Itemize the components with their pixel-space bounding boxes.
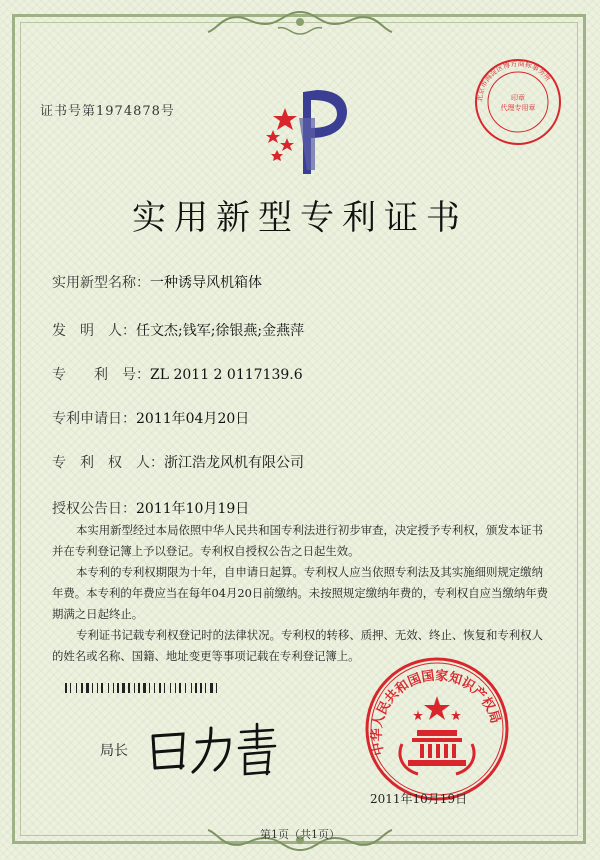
barcode-bar <box>90 683 91 693</box>
svg-text:印章: 印章 <box>511 94 525 102</box>
field-label: 发 明 人： <box>52 323 136 339</box>
barcode-bar <box>78 683 80 693</box>
field-value: 一种诱导风机箱体 <box>150 275 262 291</box>
barcode-bar <box>94 683 96 693</box>
certificate-body <box>52 520 552 667</box>
agency-stamp <box>472 56 564 148</box>
field-label: 授权公告日： <box>52 501 136 517</box>
barcode-bar <box>172 683 174 693</box>
barcode-bar <box>113 683 114 693</box>
field-label: 实用新型名称： <box>52 275 150 291</box>
barcode-bar <box>122 683 125 693</box>
field-label: 专 利 号： <box>52 367 150 383</box>
body-paragraph: 本实用新型经过本局依照中华人民共和国专利法进行初步审查，决定授予专利权，颁发本证书并在专利登记簿上予以登记。专利权自授权公告之日起生效。 <box>52 523 543 558</box>
barcode-bar <box>101 683 103 693</box>
barcode-bar <box>68 683 69 693</box>
barcode-bar <box>187 683 190 693</box>
field-grant-date <box>52 498 249 518</box>
barcode-bar <box>65 683 67 693</box>
barcode-bar <box>72 683 75 693</box>
barcode-bar <box>179 683 181 693</box>
barcode-bar <box>162 683 163 693</box>
barcode-bar <box>115 683 116 693</box>
barcode-bar <box>141 683 142 693</box>
barcode <box>65 683 270 693</box>
body-paragraph: 专利证书记载专利权登记时的法律状况。专利权的转移、质押、无效、终止、恢复和专利权人的姓名或名称、国籍、地址变更等事项记载在专利登记簿上。 <box>52 628 543 663</box>
barcode-bar <box>108 683 109 693</box>
barcode-bar <box>147 683 148 693</box>
field-value: ZL 2011 2 0117139.6 <box>150 367 303 383</box>
director-label: 局长 <box>100 743 128 759</box>
barcode-bar <box>203 683 204 693</box>
certificate-number: 证书号第1974878号 <box>40 104 175 119</box>
barcode-bar <box>149 683 150 693</box>
barcode-bar <box>70 683 71 693</box>
barcode-bar <box>205 683 206 693</box>
barcode-bar <box>117 683 119 693</box>
barcode-bar <box>104 683 107 693</box>
barcode-bar <box>136 683 137 693</box>
barcode-bar <box>134 683 135 693</box>
barcode-bar <box>128 683 130 693</box>
seal-text: 中华人民共和国国家知识产权局 <box>369 668 503 757</box>
official-seal <box>362 654 512 804</box>
barcode-bar <box>195 683 197 693</box>
issue-date: 2011年10月19日 <box>370 792 468 806</box>
svg-text:北京市海淀区博方商标事务所: 北京市海淀区博方商标事务所 <box>475 59 553 103</box>
certificate-title: 实用新型专利证书 <box>132 198 468 238</box>
barcode-bar <box>86 683 89 693</box>
field-utility-name <box>52 272 262 292</box>
barcode-bar <box>207 683 209 693</box>
barcode-bar <box>110 683 112 693</box>
svg-text:代理专用章: 代理专用章 <box>500 104 536 112</box>
barcode-bar <box>210 683 213 693</box>
barcode-bar <box>76 683 77 693</box>
field-inventors <box>52 320 304 340</box>
barcode-bar <box>84 683 85 693</box>
barcode-bar <box>92 683 93 693</box>
barcode-bar <box>185 683 186 693</box>
field-filing-date <box>52 408 249 428</box>
barcode-bar <box>191 683 192 693</box>
barcode-bar <box>175 683 176 693</box>
field-value: 2011年04月20日 <box>136 411 250 427</box>
barcode-bar <box>151 683 153 693</box>
barcode-bar <box>182 683 184 693</box>
barcode-bar <box>138 683 140 693</box>
barcode-bar <box>97 683 98 693</box>
barcode-bar <box>154 683 155 693</box>
barcode-bar <box>216 683 217 693</box>
barcode-bar <box>99 683 100 693</box>
barcode-bar <box>159 683 161 693</box>
field-value: 任文杰;钱军;徐银燕;金燕萍 <box>136 323 305 339</box>
barcode-bar <box>214 683 215 693</box>
field-label: 专利申请日： <box>52 411 136 427</box>
barcode-bar <box>120 683 121 693</box>
barcode-bar <box>156 683 158 693</box>
field-value: 2011年10月19日 <box>136 501 250 517</box>
page-footer: 第1页（共1页） <box>260 828 340 841</box>
barcode-bar <box>193 683 194 693</box>
director-signature <box>145 718 280 778</box>
barcode-bar <box>164 683 165 693</box>
barcode-bar <box>126 683 127 693</box>
barcode-bar <box>166 683 169 693</box>
top-ornament <box>200 4 400 44</box>
barcode-bar <box>200 683 202 693</box>
field-value: 浙江浩龙风机有限公司 <box>164 455 304 471</box>
barcode-bar <box>143 683 146 693</box>
patent-office-logo <box>255 78 355 178</box>
body-paragraph: 本专利的专利权期限为十年，自申请日起算。专利权人应当依照专利法及其实施细则规定缴纳年费。本专利的年费应当在每年04月20日前缴纳。未按照规定缴纳年费的，专利权自应当缴纳年费期满之日起终止。 <box>52 565 549 621</box>
barcode-bar <box>218 683 220 693</box>
field-patentee <box>52 452 304 472</box>
barcode-bar <box>177 683 178 693</box>
field-patent-number <box>52 364 303 384</box>
barcode-bar <box>81 683 83 693</box>
barcode-bar <box>198 683 199 693</box>
barcode-bar <box>131 683 133 693</box>
field-label: 专 利 权 人： <box>52 455 164 471</box>
barcode-bar <box>170 683 171 693</box>
